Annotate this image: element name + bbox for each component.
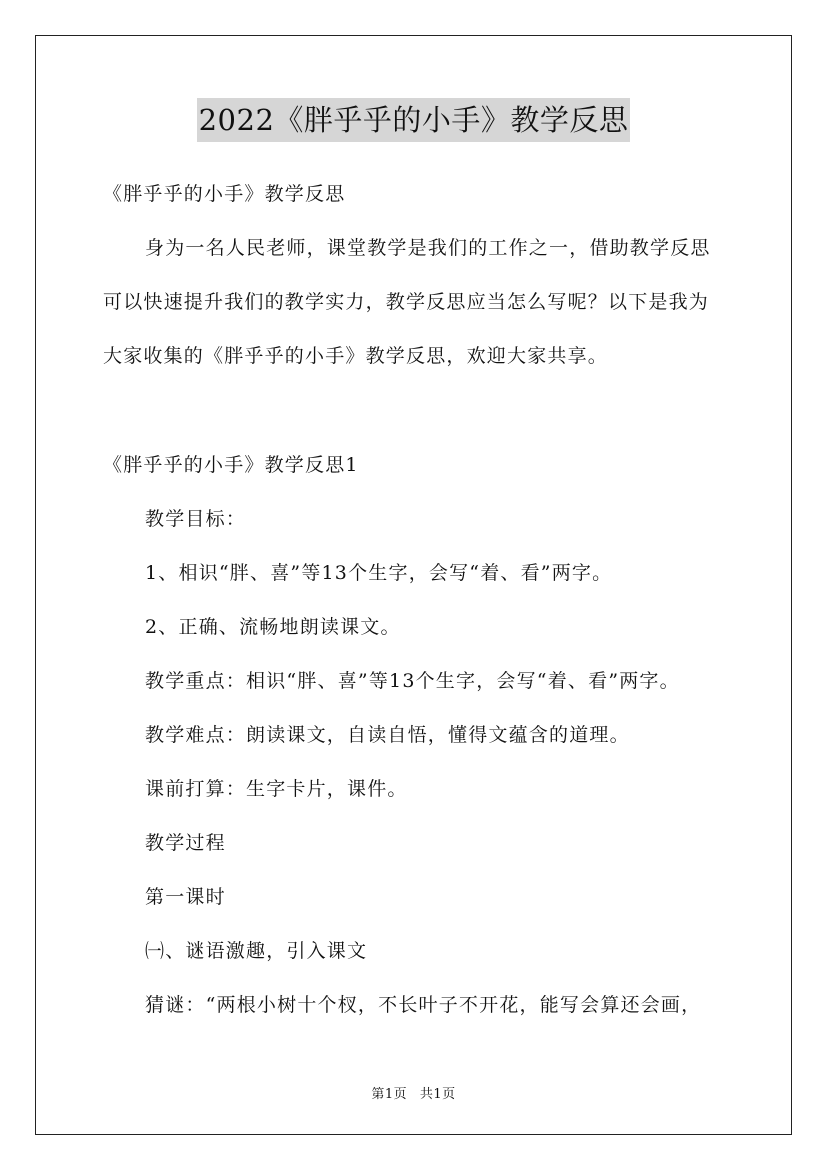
body-line-6: 课前打算：生字卡片，课件。: [145, 778, 408, 800]
body-line-1: 教学目标：: [145, 508, 247, 530]
page-footer: [0, 1083, 827, 1102]
title-container: [0, 98, 827, 142]
body-line-4: 教学重点：相识“胖、喜”等13个生字，会写“着、看”两字。: [145, 670, 680, 692]
page-total: 共1页: [419, 1087, 456, 1102]
page-number: 第1页: [371, 1087, 408, 1102]
body-line-8: 第一课时: [145, 886, 226, 908]
body-line-5: 教学难点：朗读课文，自读自悟，懂得文蕴含的道理。: [145, 724, 630, 746]
body-line-3: 2、正确、流畅地朗读课文。: [145, 616, 401, 638]
body-line-9: ㈠、谜语激趣，引入课文: [145, 940, 368, 962]
subtitle: 《胖乎乎的小手》教学反思: [103, 183, 346, 205]
intro-line-3: 大家收集的《胖乎乎的小手》教学反思，欢迎大家共享。: [103, 345, 609, 367]
body-line-10: 猜谜：“两根小树十个杈，不长叶子不开花，能写会算还会画，: [145, 994, 702, 1016]
document-title: 2022《胖乎乎的小手》教学反思: [197, 98, 631, 142]
intro-line-1: 身为一名人民老师，课堂教学是我们的工作之一，借助教学反思: [145, 237, 711, 259]
body-line-2: 1、相识“胖、喜”等13个生字，会写“着、看”两字。: [145, 562, 613, 584]
intro-line-2: 可以快速提升我们的教学实力，教学反思应当怎么写呢？以下是我为: [103, 291, 710, 313]
section-heading: 《胖乎乎的小手》教学反思1: [103, 454, 359, 476]
body-line-7: 教学过程: [145, 832, 226, 854]
